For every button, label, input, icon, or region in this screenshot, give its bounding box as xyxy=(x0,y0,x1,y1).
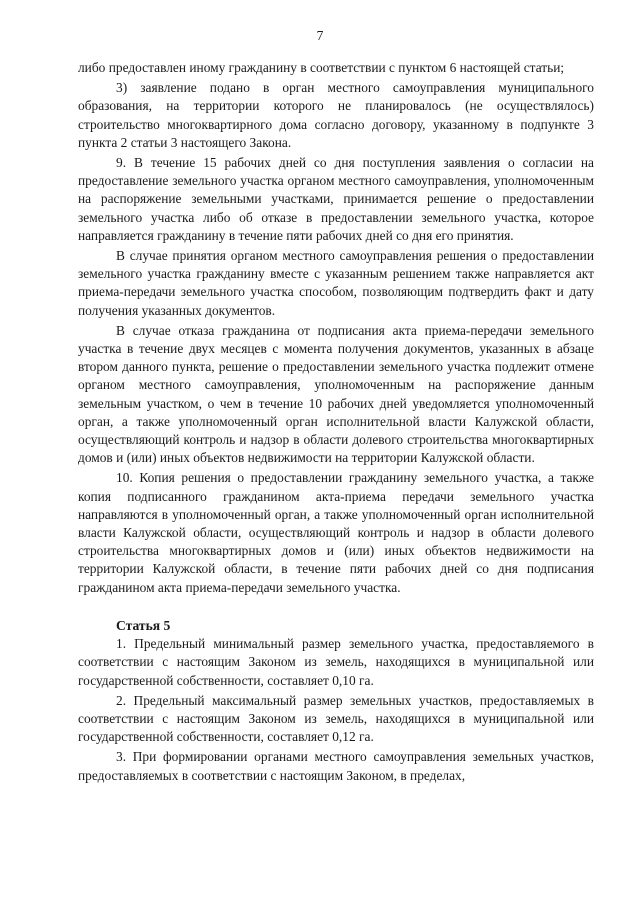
article-item-1: 1. Предельный минимальный размер земельного участка, предоставляемого в соответствии с настоящим Законом из земель, находящихся в муниципальной или государственной собственности, составляет 0,10 га. xyxy=(78,636,594,688)
article-item-2: 2. Предельный максимальный размер земельных участков, предоставляемых в соответствии с настоящим Законом из земель, находящихся в муниципальной или государственной собственности, составляет 0,12 га. xyxy=(78,692,594,745)
article-heading: Статья 5 xyxy=(116,617,171,633)
paragraph-continuation: либо предоставлен иному гражданину в соответствии с пунктом 6 настоящей статьи; xyxy=(78,60,565,75)
page-number: 7 xyxy=(316,28,324,43)
paragraph-clause-3: 3) заявление подано в орган местного самоуправления муниципального образования, на территории которого не планировалось (не осуществлялось) строительство многоквартирного дома согласно договору, указанному в подпункте 3 пункта 2 статьи 3 настоящего Закона. xyxy=(78,80,594,150)
paragraph-refusal: В случае отказа гражданина от подписания акта приема-передачи земельного участка в течение двух месяцев с момента получения документов, указанных в абзаце втором данного пункта, решение о предоставлении земельного участка подлежит отмене органом местного самоуправления, уполномоченным на распоряжение данным земельным участком, о чем в течение 10 рабочих дней уведомляется уполномоченный орган, а также уполномоченный орган исполнительной власти Калужской области, осуществляющий контроль и надзор в области долевого строительства многоквартирных домов и (или) иных объектов недвижимости на территории Калужской области. xyxy=(78,322,594,466)
paragraph-item-10: 10. Копия решения о предоставлении гражданину земельного участка, а также копия подписанного гражданином акта-приема передачи земельного участка направляются в уполномоченный орган, а также уполномоченный орган исполнительной власти Калужской области, осуществляющий контроль и надзор в области долевого строительства многоквартирных домов и (или) иных объектов недвижимости на территории Калужской области, в течение пяти рабочих дней со дня подписания гражданином акта приема-передачи земельного участка. xyxy=(78,470,594,595)
paragraph-decision-notice: В случае принятия органом местного самоуправления решения о предоставлении земельного участка гражданину вместе с указанным решением также направляется акт приема-передачи земельного участка способом, позволяющим подтвердить факт и дату получения указанных документов. xyxy=(78,248,594,318)
paragraph-item-9: 9. В течение 15 рабочих дней со дня поступления заявления о согласии на предоставление земельного участка органом местного самоуправления, уполномоченным на распоряжение земельными участками, принимается решение о предоставлении земельного участка либо об отказе в предоставлении земельного участка, которое направляется гражданину в течение пяти рабочих дней со дня его принятия. xyxy=(78,155,594,243)
article-item-3: 3. При формировании органами местного самоуправления земельных участков, предоставляемых в соответствии с настоящим Законом, в пределах, xyxy=(78,749,594,783)
document-body xyxy=(78,59,594,787)
